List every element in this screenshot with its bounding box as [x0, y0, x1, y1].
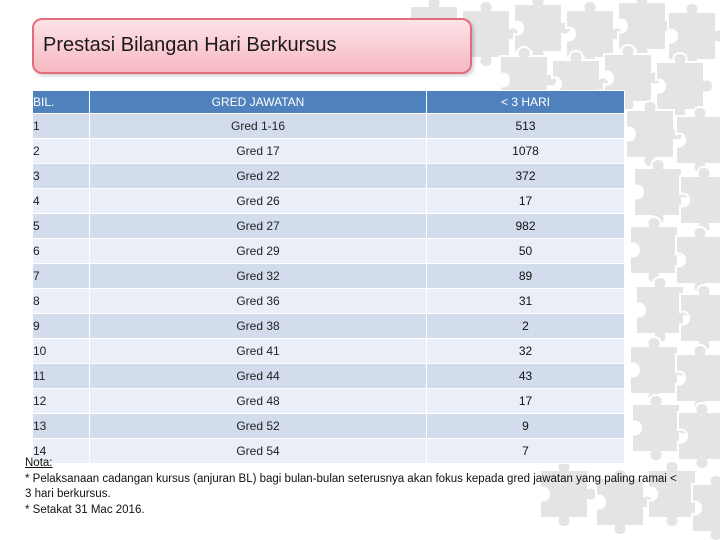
header-bil: BIL.: [33, 91, 90, 114]
cell-value: 513: [427, 114, 625, 139]
cell-bil: 8: [33, 289, 90, 314]
table-row: [33, 264, 625, 289]
table-row: [33, 314, 625, 339]
table-row: [33, 114, 625, 139]
table-row: [33, 389, 625, 414]
cell-value: 50: [427, 239, 625, 264]
note-line-2: * Setakat 31 Mac 2016.: [25, 503, 145, 516]
cell-bil: 11: [33, 364, 90, 389]
cell-gred: Gred 54: [90, 439, 427, 464]
cell-value: 7: [427, 439, 625, 464]
cell-gred: Gred 52: [90, 414, 427, 439]
cell-bil: 1: [33, 114, 90, 139]
cell-gred: Gred 17: [90, 139, 427, 164]
cell-gred: Gred 26: [90, 189, 427, 214]
cell-value: 2: [427, 314, 625, 339]
cell-gred: Gred 29: [90, 239, 427, 264]
table-row: [33, 289, 625, 314]
cell-gred: Gred 44: [90, 364, 427, 389]
table-row: [33, 214, 625, 239]
table-row: [33, 139, 625, 164]
header-gred-jawatan: GRED JAWATAN: [90, 91, 427, 114]
cell-gred: Gred 32: [90, 264, 427, 289]
table-row: [33, 414, 625, 439]
cell-value: 372: [427, 164, 625, 189]
table-row: [33, 339, 625, 364]
cell-bil: 12: [33, 389, 90, 414]
cell-gred: Gred 38: [90, 314, 427, 339]
note-line-1: * Pelaksanaan cadangan kursus (anjuran BL) bagi bulan-bulan seterusnya akan fokus kepada gred jawatan yang paling ramai < 3 hari berkursus.: [25, 472, 677, 500]
table-row: [33, 164, 625, 189]
cell-value: 9: [427, 414, 625, 439]
page-title: Prestasi Bilangan Hari Berkursus: [43, 34, 337, 56]
cell-gred: Gred 41: [90, 339, 427, 364]
cell-gred: Gred 22: [90, 164, 427, 189]
cell-gred: Gred 48: [90, 389, 427, 414]
cell-value: 89: [427, 264, 625, 289]
cell-value: 43: [427, 364, 625, 389]
cell-value: 982: [427, 214, 625, 239]
cell-gred: Gred 27: [90, 214, 427, 239]
table-row: [33, 364, 625, 389]
cell-gred: Gred 36: [90, 289, 427, 314]
cell-bil: 10: [33, 339, 90, 364]
cell-value: 1078: [427, 139, 625, 164]
table-header-row: [33, 91, 625, 114]
table-row: [33, 239, 625, 264]
cell-bil: 6: [33, 239, 90, 264]
cell-value: 32: [427, 339, 625, 364]
cell-bil: 4: [33, 189, 90, 214]
table-row: [33, 189, 625, 214]
title-box: [32, 18, 472, 74]
cell-gred: Gred 1-16: [90, 114, 427, 139]
cell-bil: 2: [33, 139, 90, 164]
header-less-than-3-days: < 3 HARI: [427, 91, 625, 114]
cell-bil: 7: [33, 264, 90, 289]
note-title: Nota:: [25, 457, 53, 469]
cell-value: 31: [427, 289, 625, 314]
cell-bil: 5: [33, 214, 90, 239]
note-section: [25, 456, 685, 518]
cell-value: 17: [427, 189, 625, 214]
cell-bil: 9: [33, 314, 90, 339]
cell-value: 17: [427, 389, 625, 414]
cell-bil: 3: [33, 164, 90, 189]
course-days-table: [32, 90, 625, 464]
cell-bil: 14: [33, 439, 90, 464]
cell-bil: 13: [33, 414, 90, 439]
